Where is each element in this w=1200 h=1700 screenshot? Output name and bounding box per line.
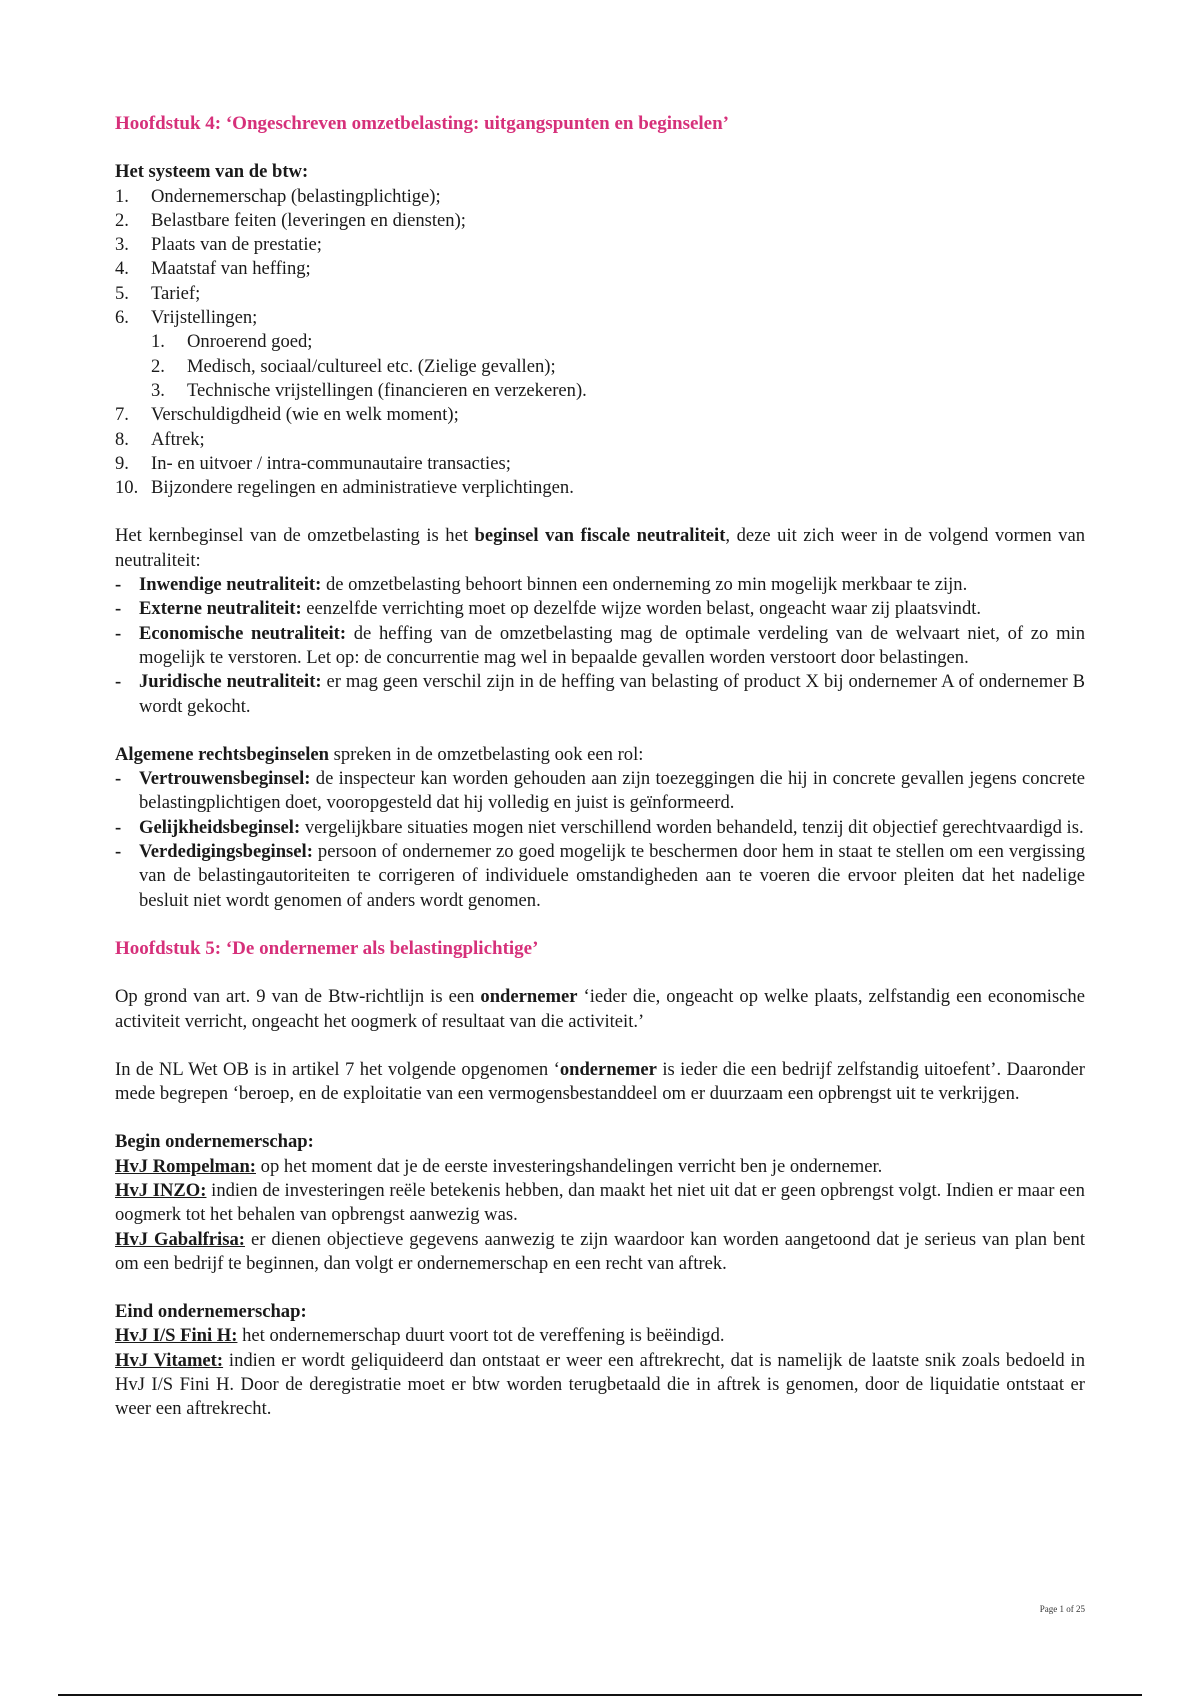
chapter-5-title: Hoofdstuk 5: ‘De ondernemer als belastingplichtige’ (115, 937, 539, 959)
sub-list-item: 3. Technische vrijstellingen (financieren en verzekeren). (151, 379, 587, 401)
principles-list (115, 767, 1085, 913)
list-item: - Juridische neutraliteit: er mag geen verschil zijn in de heffing van belasting of product X bij ondernemer A of ondernemer B wordt gekocht. (115, 671, 1085, 717)
list-item: 7. Verschuldigdheid (wie en welk moment); (115, 404, 459, 426)
list-item: - Externe neutraliteit: eenzelfde verrichting moet op dezelfde wijze worden belast, ongeacht waar zij plaatsvindt. (115, 598, 982, 620)
sub-list (115, 330, 1085, 403)
list-item: 6. Vrijstellingen; (115, 307, 258, 329)
kernbeginsel-paragraph: Het kernbeginsel van de omzetbelasting is het beginsel van fiscale neutraliteit, deze uit zich weer in de volgend vormen van neutraliteit: (115, 525, 1086, 571)
list-item: 4. Maatstaf van heffing; (115, 258, 311, 280)
case-paragraph: HvJ Vitamet: indien er wordt geliquideerd dan ontstaat er weer een aftrekrecht, dat is namelijk de laatste snik zoals bedoeld in HvJ I/S Fini H. Door de deregistratie moet er btw worden terugbetaald die in aftrek is genomen, door de liquidatie ontstaat er weer een aftrekrecht. (115, 1349, 1085, 1420)
list-item: 2. Belastbare feiten (leveringen en diensten); (115, 209, 466, 231)
document-page (115, 112, 1085, 1422)
chapter-4-title: Hoofdstuk 4: ‘Ongeschreven omzetbelasting: uitgangspunten en beginselen’ (115, 113, 730, 134)
list-item: - Verdedigingsbeginsel: persoon of ondernemer zo goed mogelijk te beschermen door hem in staat te stellen om een vergissing van de belastingautoriteiten te corrigeren of individuele omstandigheden aan te voeren die ervoor pleiten dat het nadelige besluit niet wordt genomen of anders wordt genomen. (115, 841, 1085, 911)
system-heading: Het systeem van de btw: (115, 161, 309, 183)
list-item: 8. Aftrek; (115, 428, 205, 450)
list-item: 1. Ondernemerschap (belastingplichtige); (115, 185, 441, 207)
case-paragraph: HvJ I/S Fini H: het ondernemerschap duurt voort tot de vereffening is beëindigd. (115, 1325, 725, 1347)
list-item: 10. Bijzondere regelingen en administratieve verplichtingen. (115, 477, 574, 499)
list-item: 9. In- en uitvoer / intra-communautaire transacties; (115, 452, 511, 474)
case-paragraph: HvJ Gabalfrisa: er dienen objectieve gegevens aanwezig te zijn waardoor kan worden aangetoond dat je serieus van plan bent om een bedrijf te beginnen, dan volgt er ondernemerschap en een recht van aftrek. (115, 1228, 1085, 1274)
list-item: 5. Tarief; (115, 282, 201, 304)
case-paragraph: HvJ INZO: indien de investeringen reële betekenis hebben, dan maakt het niet uit dat er geen opbrengst volgt. Indien er maar een oogmerk tot het behalen van opbrengst aanwezig was. (115, 1179, 1085, 1226)
sub-list-item: 1. Onroerend goed; (151, 331, 313, 353)
list-item: - Economische neutraliteit: de heffing van de omzetbelasting mag de optimale verdeling van de welvaart niet, of zo min mogelijk te verstoren. Let op: de concurrentie mag wel in bepaalde gevallen worden verstoort door belastingen. (115, 622, 1085, 668)
bottom-divider (58, 1694, 1142, 1696)
list-item: - Vertrouwensbeginsel: de inspecteur kan worden gehouden aan zijn toezeggingen die hij in concrete gevallen jegens concrete belastingplichtigen doet, vooropgesteld dat hij volledig en juist is geïnformeerd. (115, 768, 1085, 814)
page-number: Page 1 of 25 (1039, 1604, 1085, 1614)
rechtsbeginselen-paragraph: Algemene rechtsbeginselen spreken in de omzetbelasting ook een rol: (115, 743, 644, 765)
neutrality-list (115, 573, 1085, 719)
system-list (115, 185, 1085, 501)
list-item: 3. Plaats van de prestatie; (115, 234, 322, 256)
list-item: - Gelijkheidsbeginsel: vergelijkbare situaties mogen niet verschillend worden behandeld, tenzij dit objectief gerechtvaardigd is. (115, 816, 1084, 838)
case-paragraph: HvJ Rompelman: op het moment dat je de eerste investeringshandelingen verricht ben je ondernemer. (115, 1155, 883, 1177)
btw-richtlijn-paragraph: Op grond van art. 9 van de Btw-richtlijn is een ondernemer ‘ieder die, ongeacht op welke plaats, zelfstandig een economische activiteit verricht, ongeacht het oogmerk of resultaat van die activiteit.’ (115, 986, 1085, 1032)
begin-ondernemerschap-heading: Begin ondernemerschap: (115, 1131, 314, 1153)
eind-ondernemerschap-heading: Eind ondernemerschap: (115, 1301, 307, 1323)
list-item: - Inwendige neutraliteit: de omzetbelasting behoort binnen een onderneming zo min mogelijk merkbaar te zijn. (115, 574, 968, 596)
wet-ob-paragraph: In de NL Wet OB is in artikel 7 het volgende opgenomen ‘ondernemer is ieder die een bedrijf zelfstandig uitoefent’. Daaronder mede begrepen ‘beroep, en de exploitatie van een vermogensbestanddeel om er duurzaam een opbrengst uit te verkrijgen. (115, 1058, 1086, 1105)
sub-list-item: 2. Medisch, sociaal/cultureel etc. (Zielige gevallen); (151, 355, 556, 377)
